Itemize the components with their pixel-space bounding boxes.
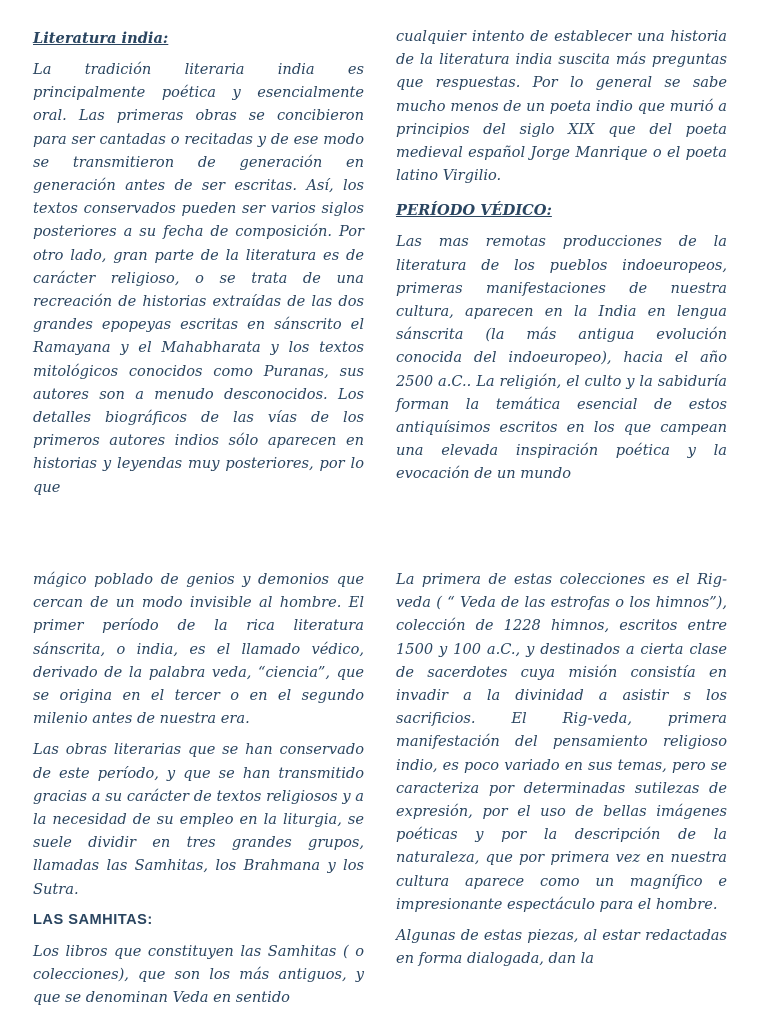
paragraph-obras: Las obras literarias que se han conservado de este período, y que se han transmitido gracias a su carácter de textos religiosos y a la necesidad de su empleo en la liturgia, se suele dividir en tres grandes grupos, llamadas las Samhitas, los Brahmana y los Sutra. xyxy=(33,741,364,898)
column-top-left xyxy=(33,27,364,507)
paragraph-magico: mágico poblado de genios y demonios que cercan de un modo invisible al hombre. El primer período de la rica literatura sánscrita, o india, es el llamado védico, derivado de la palabra veda, “ciencia”, que se origina en el tercer o en el segundo milenio antes de nuestra era. xyxy=(33,571,364,728)
paragraph-piezas: Algunas de estas piezas, al estar redactadas en forma dialogada, dan la xyxy=(396,927,727,968)
paragraph-rig-veda: La primera de estas colecciones es el Rig-veda ( “ Veda de las estrofas o los himnos”), colección de 1228 himnos, escritos entre 1500 y 100 a.C., y destinados a cierta clase de sacerdotes cuya misión consistía en invadir a la divinidad a asistir s los sacrificios. El Rig-veda, primera manifestación del pensamiento religioso indio, es poco variado en sus temas, pero se caracteriza por determinadas sutilezas de expresión, por el uso de bellas imágenes poéticas y por la descripción de la naturaleza, que por primera vez en nuestra cultura aparece como un magnífico e impresionante espectáculo para el hombre. xyxy=(396,571,727,913)
heading-literatura-india: Literatura india: xyxy=(33,30,169,47)
heading-periodo-vedico: PERÍODO VÉDICO: xyxy=(396,202,552,220)
heading-las-samhitas: LAS SAMHITAS: xyxy=(33,911,153,928)
page-top xyxy=(0,0,768,500)
paragraph-historia: cualquier intento de establecer una historia de la literatura india suscita más preguntas que respuestas. Por lo general se sabe mucho menos de un poeta indio que murió a principios del siglo XIX que del poeta medieval español Jorge Manrique o el poeta latino Virgilio. xyxy=(396,28,727,185)
column-bottom-right xyxy=(396,568,727,978)
paragraph-libros: Los libros que constituyen las Samhitas ( o colecciones), que son los más antiguos, y que se denominan Veda en sentido xyxy=(33,942,364,1007)
paragraph-tradicion: La tradición literaria india es principalmente poética y esencialmente oral. Las primeras obras se concibieron para ser cantadas o recitadas y de ese modo se transmitieron de generación en generación antes de ser escritas. Así, los textos conservados pueden ser varios siglos posteriores a su fecha de composición. Por otro lado, gran parte de la literatura es de carácter religioso, o se trata de una recreación de historias extraídas de las dos grandes epopeyas escritas en sánscrito el Ramayana y el Mahabharata y los textos mitológicos conocidos como Puranas, sus autores son a menudo desconocidos. Los detalles biográficos de las vías de los primeros autores indios sólo aparecen en historias y leyendas muy posteriores, por lo que xyxy=(33,61,364,496)
column-top-right xyxy=(396,25,727,494)
column-bottom-left xyxy=(33,568,364,1017)
page-bottom xyxy=(0,558,768,1024)
paragraph-producciones: Las mas remotas producciones de la literatura de los pueblos indoeuropeos, primeras manifestaciones de nuestra cultura, aparecen en la India en lengua sánscrita (la más antigua evolución conocida del indoeuropeo), hacia el año 2500 a.C.. La religión, el culto y la sabiduría forman la temática esencial de estos antiquísimos escritos en los que campean una elevada inspiración poética y la evocación de un mundo xyxy=(396,233,727,483)
